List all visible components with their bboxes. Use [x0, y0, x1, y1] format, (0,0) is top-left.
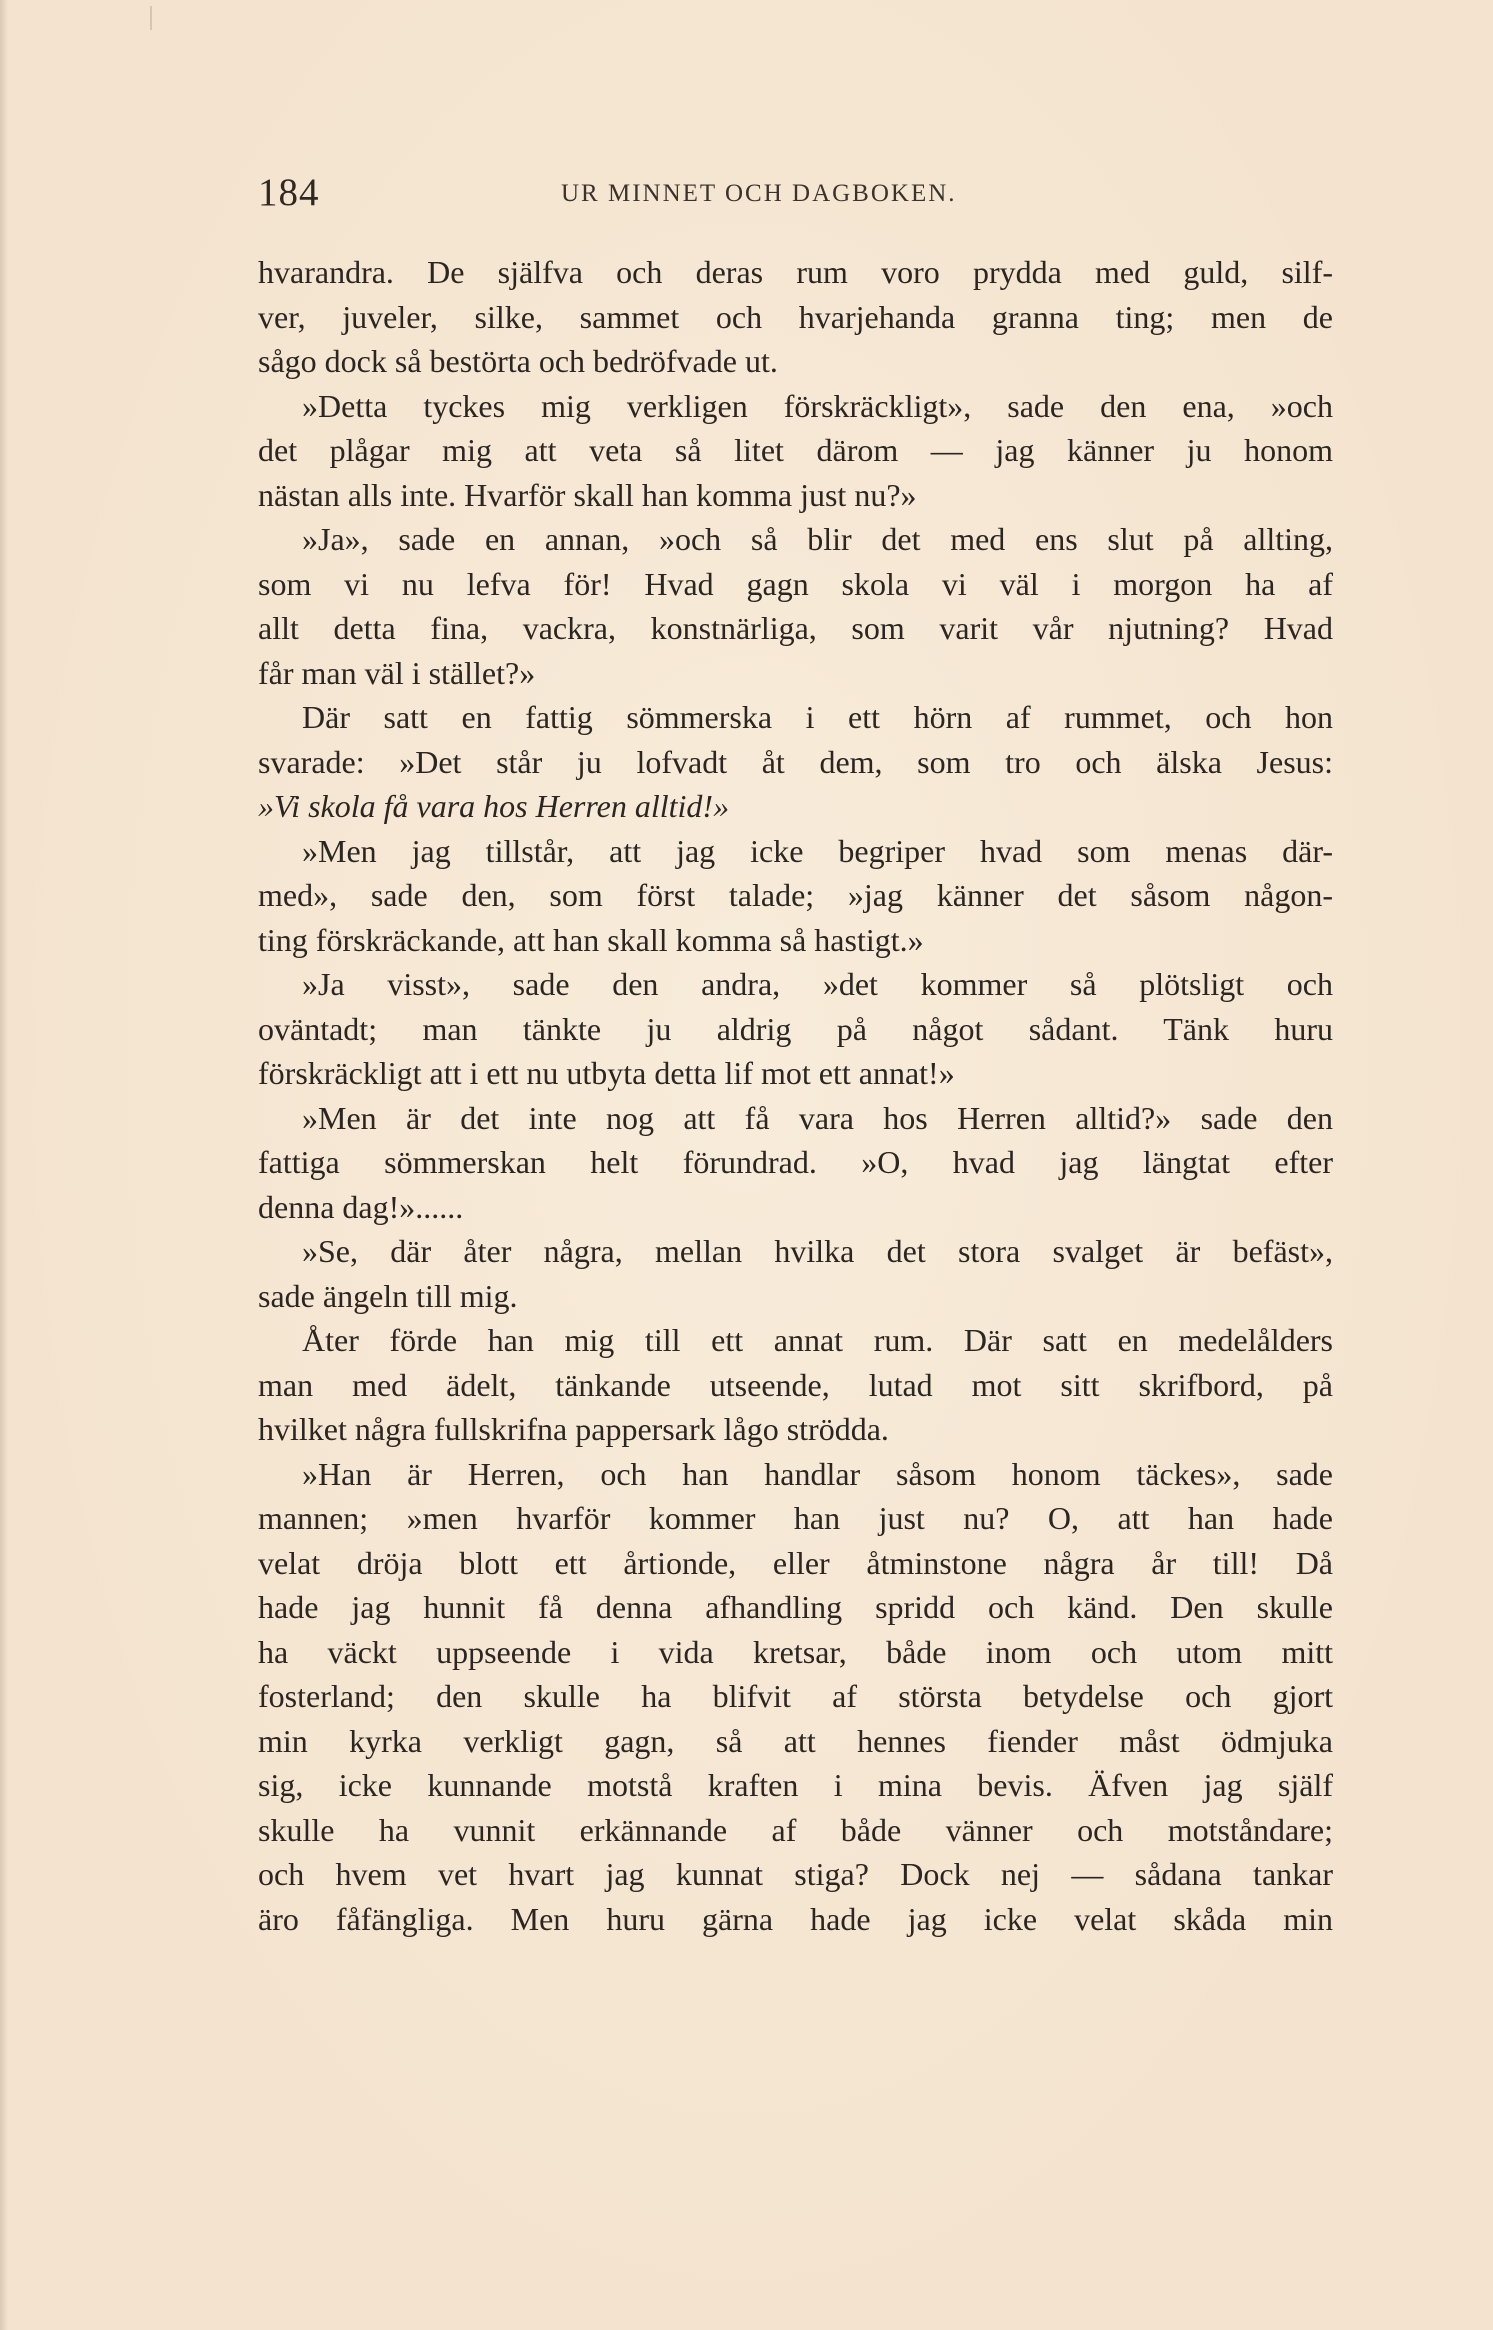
text-line: förskräckligt att i ett nu utbyta detta lif mot ett annat!»	[258, 1055, 955, 1091]
text-line: »Ja», sade en annan, »och så blir det med ens slut på allting,	[302, 521, 1333, 557]
text-line: får man väl i stället?»	[258, 654, 536, 691]
text-line: »Men är det inte nog att få vara hos Herren alltid?» sade den	[302, 1099, 1333, 1136]
text-line: äro fåfängliga. Men huru gärna hade jag icke velat skåda min	[258, 1900, 1333, 1937]
text-line: ting förskräckande, att han skall komma så hastigt.»	[258, 921, 924, 958]
text-line: »Se, där åter några, mellan hvilka det stora svalget är befäst»,	[302, 1233, 1333, 1269]
text-line: ha väckt uppseende i vida kretsar, både inom och utom mitt	[258, 1633, 1333, 1670]
text-line: fattiga sömmerskan helt förundrad. »O, hvad jag längtat efter	[258, 1144, 1333, 1180]
text-line: Där satt en fattig sömmerska i ett hörn af rummet, och hon	[302, 699, 1333, 735]
text-line: »Ja visst», sade den andra, »det kommer så plötsligt och	[302, 966, 1333, 1002]
text-line: med», sade den, som först talade; »jag känner det såsom någon-	[258, 877, 1333, 913]
text-line-italic: »Vi skola få vara hos Herren alltid!»	[258, 788, 730, 824]
text-line: sig, icke kunnande motstå kraften i mina bevis. Äfven jag själf	[258, 1767, 1333, 1803]
running-head: UR MINNET OCH DAGBOKEN.	[561, 180, 957, 207]
text-line: sade ängeln till mig.	[258, 1277, 518, 1314]
text-line: fosterland; den skulle ha blifvit af största betydelse och gjort	[258, 1678, 1333, 1714]
text-line: sågo dock så bestörta och bedröfvade ut.	[258, 343, 778, 379]
text-line: ver, juveler, silke, sammet och hvarjehanda granna ting; men de	[258, 298, 1333, 335]
body-text	[258, 250, 1333, 1941]
text-line: det plågar mig att veta så litet därom — jag känner ju honom	[258, 432, 1333, 468]
text-line: nästan alls inte. Hvarför skall han komma just nu?»	[258, 476, 917, 513]
page-number: 184	[258, 171, 320, 214]
text-line: »Han är Herren, och han handlar såsom honom täckes», sade	[302, 1455, 1333, 1492]
text-line: »Detta tyckes mig verkligen förskräckligt», sade den ena, »och	[302, 387, 1333, 424]
text-line: hvilket några fullskrifna pappersark lågo strödda.	[258, 1411, 889, 1447]
text-line: som vi nu lefva för! Hvad gagn skola vi väl i morgon ha af	[258, 565, 1333, 602]
text-line: man med ädelt, tänkande utseende, lutad mot sitt skrifbord, på	[258, 1366, 1333, 1403]
text-line: »Men jag tillstår, att jag icke begriper hvad som menas där-	[302, 832, 1333, 869]
text-line: denna dag!»......	[258, 1188, 464, 1225]
text-line: mannen; »men hvarför kommer han just nu? O, att han hade	[258, 1500, 1333, 1536]
text-line: och hvem vet hvart jag kunnat stiga? Dock nej — sådana tankar	[258, 1856, 1333, 1892]
text-line: hade jag hunnit få denna afhandling spridd och känd. Den skulle	[258, 1589, 1333, 1625]
text-line: allt detta fina, vackra, konstnärliga, som varit vår njutning? Hvad	[258, 610, 1333, 646]
text-line: Åter förde han mig till ett annat rum. Där satt en medelålders	[302, 1322, 1333, 1358]
text-line: velat dröja blott ett årtionde, eller åtminstone några år till! Då	[258, 1544, 1333, 1581]
text-line: svarade: »Det står ju lofvadt åt dem, som tro och älska Jesus:	[258, 743, 1333, 780]
page-edge-shadow	[0, 0, 8, 2330]
page-top-mark	[150, 6, 152, 30]
page-header	[258, 170, 1333, 220]
text-line: min kyrka verkligt gagn, så att hennes fiender måst ödmjuka	[258, 1722, 1333, 1759]
text-line: skulle ha vunnit erkännande af både vänner och motståndare;	[258, 1811, 1333, 1848]
text-line: oväntadt; man tänkte ju aldrig på något sådant. Tänk huru	[258, 1010, 1333, 1047]
text-line: hvarandra. De själfva och deras rum voro prydda med guld, silf-	[258, 254, 1333, 290]
